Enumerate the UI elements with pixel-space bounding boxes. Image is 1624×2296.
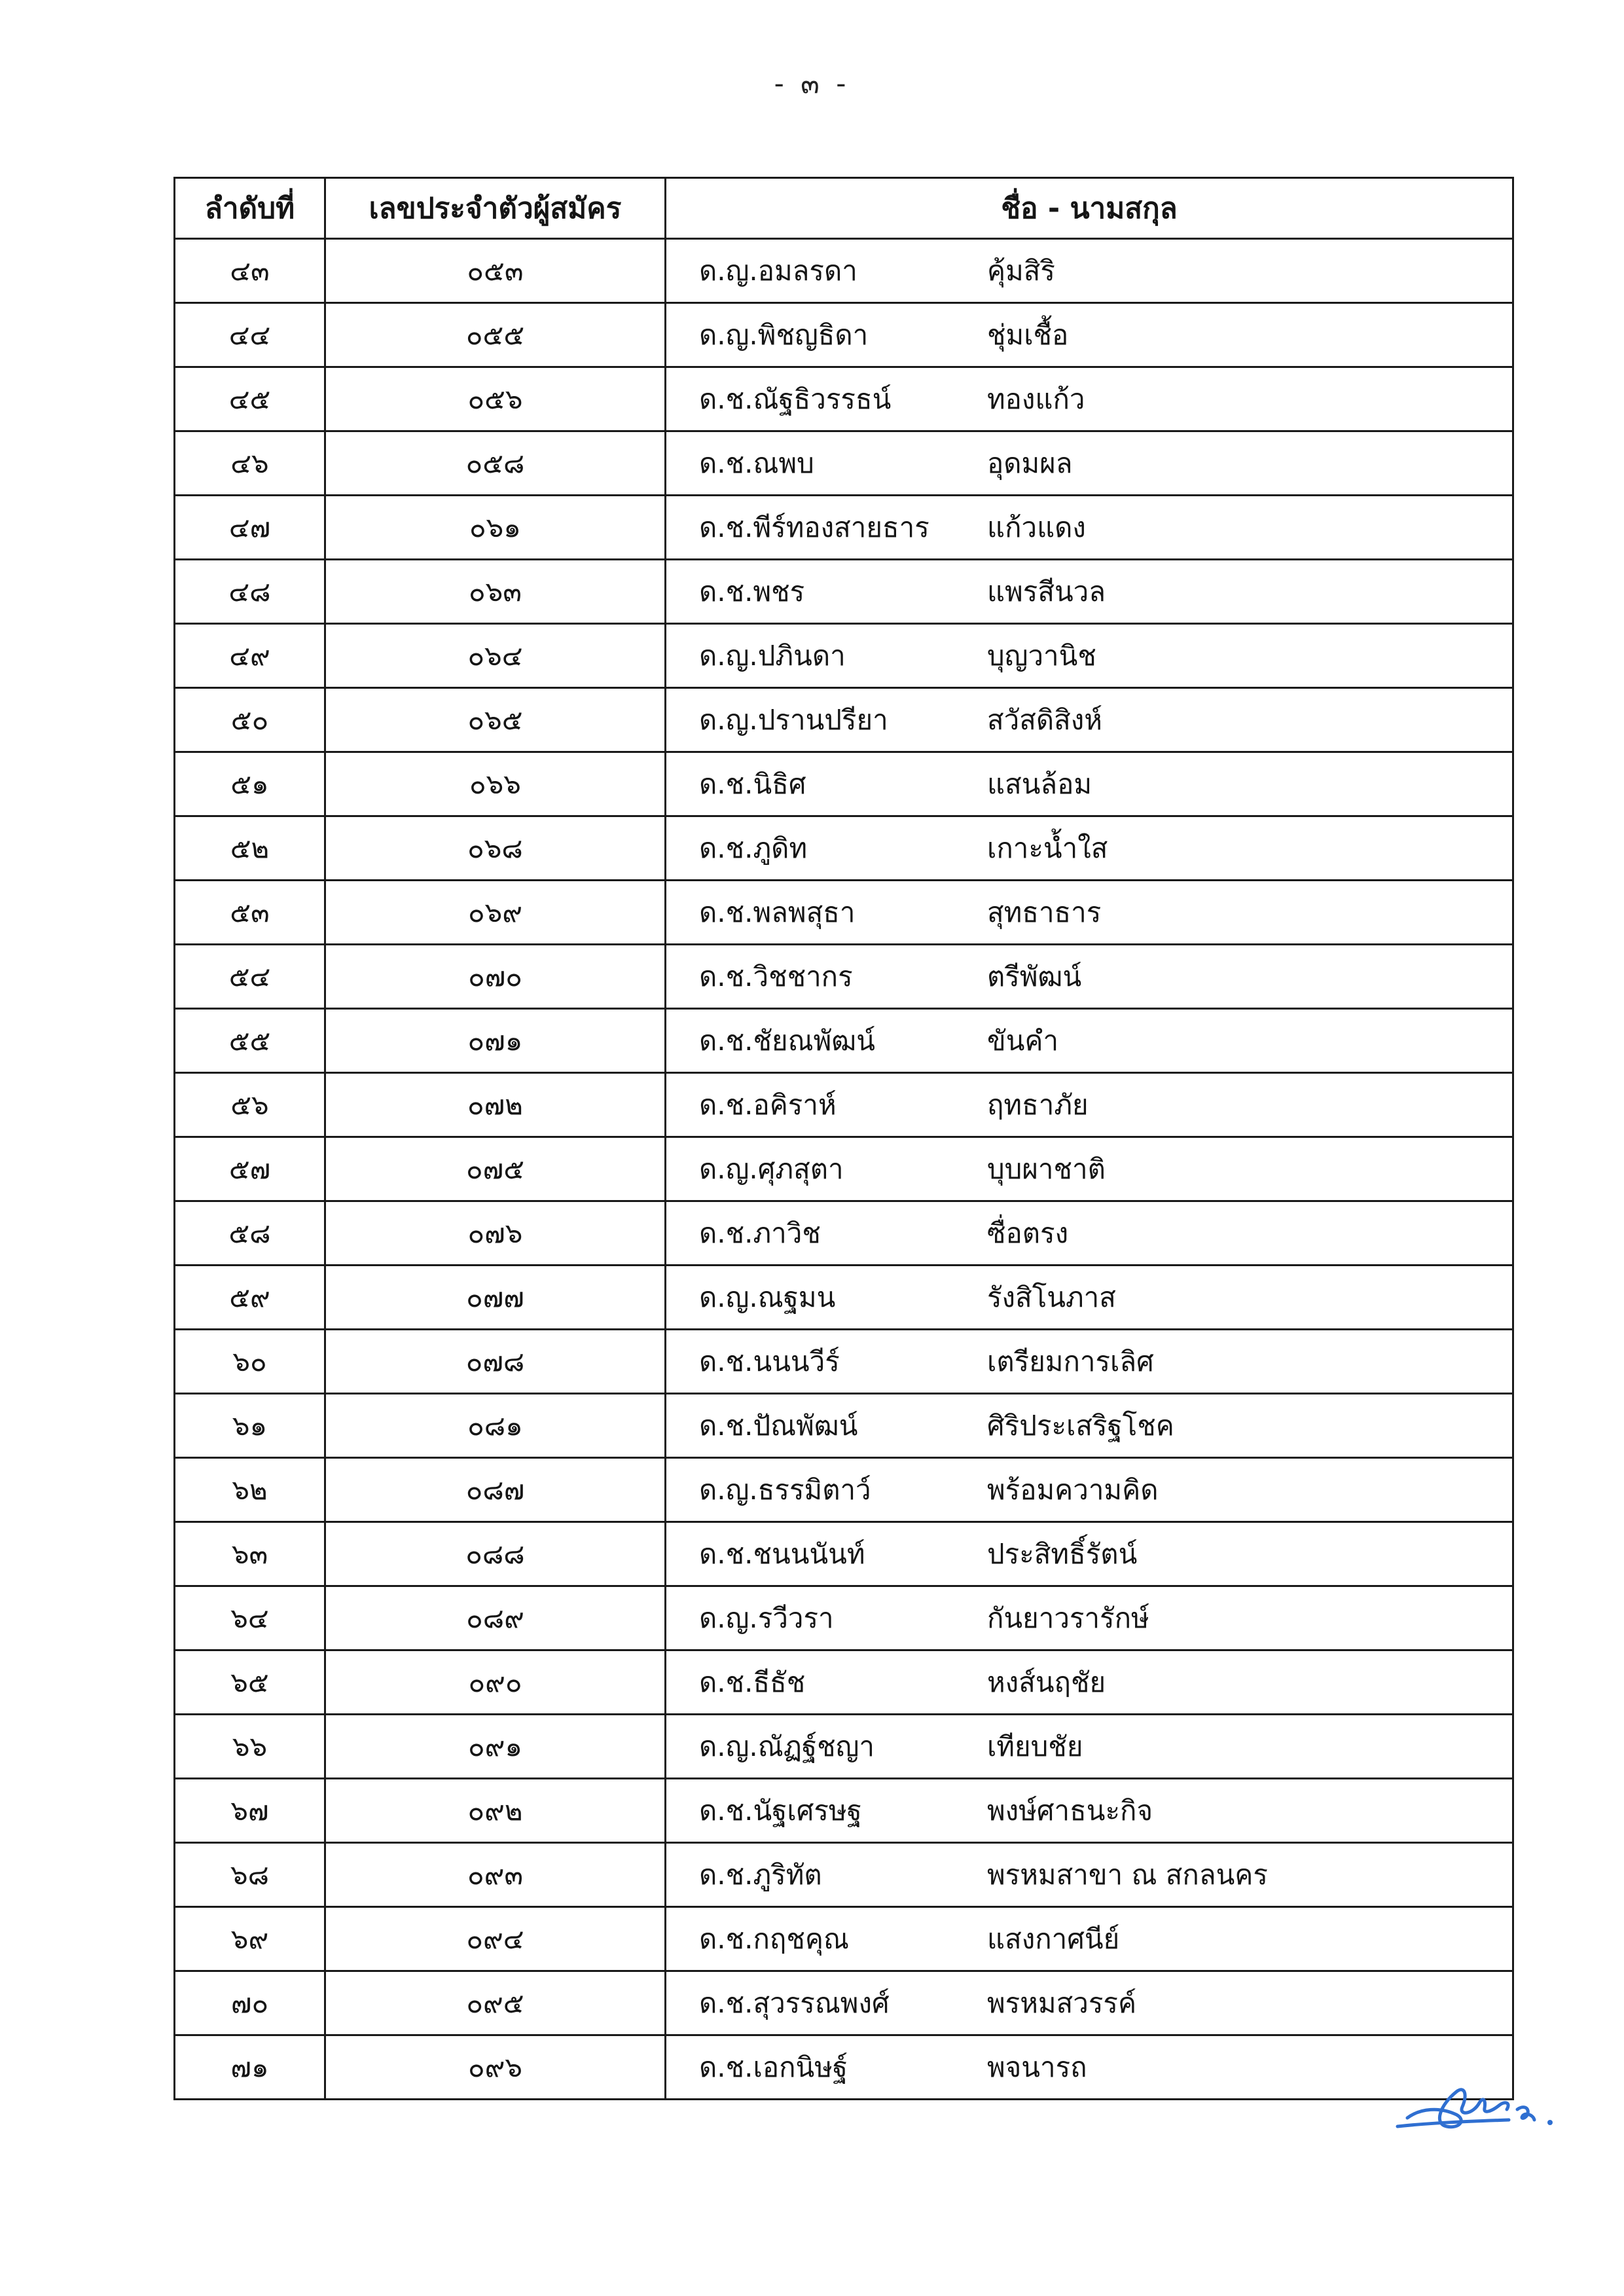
row-given-name: ด.ช.พชร <box>699 575 805 608</box>
table-row <box>175 239 1513 303</box>
row-surname: สวัสดิสิงห์ <box>987 703 1102 736</box>
row-applicant-id: ๐๙๒ <box>325 1779 666 1843</box>
row-surname: แสนล้อม <box>987 767 1092 800</box>
header-order: ลำดับที่ <box>175 178 325 239</box>
row-given-name: ด.ญ.ณฐมน <box>699 1281 836 1313</box>
row-given-name: ด.ญ.ปรานปรียา <box>699 703 888 736</box>
row-surname: ซื่อตรง <box>987 1216 1069 1249</box>
row-surname: รังสิโนภาส <box>987 1281 1116 1313</box>
row-applicant-id: ๐๖๙ <box>325 881 666 945</box>
row-full-name <box>666 1330 1513 1394</box>
row-full-name <box>666 239 1513 303</box>
row-full-name <box>666 1907 1513 1971</box>
row-surname: บุบผาชาติ <box>987 1152 1106 1185</box>
table-row <box>175 816 1513 881</box>
row-given-name: ด.ญ.พิชญธิดา <box>699 318 869 351</box>
table-row <box>175 431 1513 496</box>
row-order: ๕๐ <box>175 688 325 752</box>
row-full-name <box>666 496 1513 560</box>
row-order: ๔๓ <box>175 239 325 303</box>
row-given-name: ด.ช.อคิราห์ <box>699 1088 837 1121</box>
row-full-name <box>666 1843 1513 1907</box>
row-given-name: ด.ช.ชัยณพัฒน์ <box>699 1024 875 1057</box>
row-given-name: ด.ช.ภูริทัต <box>699 1858 822 1891</box>
row-full-name <box>666 1971 1513 2035</box>
row-surname: แพรสีนวล <box>987 575 1106 608</box>
row-given-name: ด.ช.นัฐเศรษฐ <box>699 1794 862 1827</box>
table-body <box>175 239 1513 2100</box>
row-applicant-id: ๐๕๕ <box>325 303 666 367</box>
row-applicant-id: ๐๖๕ <box>325 688 666 752</box>
row-surname: พรหมสวรรค์ <box>987 1986 1137 2019</box>
table-row <box>175 496 1513 560</box>
row-order: ๖๒ <box>175 1458 325 1522</box>
row-given-name: ด.ช.ณพบ <box>699 446 814 479</box>
row-surname: สุทธาธาร <box>987 896 1102 928</box>
row-full-name <box>666 1201 1513 1266</box>
table-row <box>175 1073 1513 1137</box>
row-full-name <box>666 945 1513 1009</box>
row-applicant-id: ๐๘๗ <box>325 1458 666 1522</box>
table-row <box>175 1650 1513 1715</box>
row-order: ๖๔ <box>175 1586 325 1650</box>
row-order: ๖๙ <box>175 1907 325 1971</box>
row-applicant-id: ๐๖๓ <box>325 560 666 624</box>
row-full-name <box>666 303 1513 367</box>
row-applicant-id: ๐๗๕ <box>325 1137 666 1201</box>
row-applicant-id: ๐๗๐ <box>325 945 666 1009</box>
row-surname: ทองแก้ว <box>987 382 1085 415</box>
row-applicant-id: ๐๙๖ <box>325 2035 666 2100</box>
row-surname: บุญวานิช <box>987 639 1096 672</box>
row-surname: คุ้มสิริ <box>987 254 1055 287</box>
signature-icon <box>1394 2069 1578 2141</box>
row-full-name <box>666 1650 1513 1715</box>
row-surname: ตรีพัฒน์ <box>987 960 1082 993</box>
row-full-name <box>666 560 1513 624</box>
row-surname: ชุ่มเชื้อ <box>987 318 1069 351</box>
row-full-name <box>666 367 1513 431</box>
row-applicant-id: ๐๙๔ <box>325 1907 666 1971</box>
row-applicant-id: ๐๕๘ <box>325 431 666 496</box>
table-row <box>175 945 1513 1009</box>
row-given-name: ด.ญ.ศุภสุตา <box>699 1152 844 1185</box>
row-order: ๖๗ <box>175 1779 325 1843</box>
row-full-name <box>666 881 1513 945</box>
row-applicant-id: ๐๖๘ <box>325 816 666 881</box>
table-row <box>175 752 1513 816</box>
row-surname: พงษ์ศาธนะกิจ <box>987 1794 1153 1827</box>
row-given-name: ด.ญ.รวีวรา <box>699 1601 834 1634</box>
row-surname: ฤทธาภัย <box>987 1088 1089 1121</box>
row-order: ๕๔ <box>175 945 325 1009</box>
row-given-name: ด.ช.พีร์ทองสายธาร <box>699 511 929 543</box>
table-row <box>175 303 1513 367</box>
row-order: ๕๓ <box>175 881 325 945</box>
row-applicant-id: ๐๗๖ <box>325 1201 666 1266</box>
row-applicant-id: ๐๕๓ <box>325 239 666 303</box>
row-order: ๖๐ <box>175 1330 325 1394</box>
row-order: ๖๕ <box>175 1650 325 1715</box>
row-surname: หงส์นฤชัย <box>987 1666 1106 1698</box>
row-full-name <box>666 624 1513 688</box>
row-order: ๕๑ <box>175 752 325 816</box>
row-applicant-id: ๐๘๙ <box>325 1586 666 1650</box>
table-row <box>175 1330 1513 1394</box>
row-given-name: ด.ช.สุวรรณพงศ์ <box>699 1986 890 2019</box>
row-given-name: ด.ช.ณัฐธิวรรธน์ <box>699 382 892 415</box>
table-row <box>175 367 1513 431</box>
row-given-name: ด.ช.ธีธัช <box>699 1666 806 1698</box>
row-surname: เทียบชัย <box>987 1730 1083 1762</box>
row-given-name: ด.ช.กฤชคุณ <box>699 1922 849 1955</box>
row-applicant-id: ๐๕๖ <box>325 367 666 431</box>
row-full-name <box>666 1394 1513 1458</box>
row-applicant-id: ๐๗๑ <box>325 1009 666 1073</box>
row-given-name: ด.ช.ปัณพัฒน์ <box>699 1409 858 1442</box>
applicant-roster-table <box>173 177 1514 2100</box>
table-row <box>175 688 1513 752</box>
row-order: ๔๗ <box>175 496 325 560</box>
row-full-name <box>666 1266 1513 1330</box>
row-given-name: ด.ช.ภูดิท <box>699 831 808 864</box>
row-given-name: ด.ช.พลพสุธา <box>699 896 856 928</box>
row-surname: แสงกาศนีย์ <box>987 1922 1120 1955</box>
row-applicant-id: ๐๖๑ <box>325 496 666 560</box>
row-surname: กันยาวรารักษ์ <box>987 1601 1149 1634</box>
table-row <box>175 1394 1513 1458</box>
row-surname: แก้วแดง <box>987 511 1086 543</box>
row-order: ๕๒ <box>175 816 325 881</box>
row-order: ๕๘ <box>175 1201 325 1266</box>
table-header-row <box>175 178 1513 239</box>
table-row <box>175 881 1513 945</box>
row-full-name <box>666 431 1513 496</box>
row-applicant-id: ๐๘๘ <box>325 1522 666 1586</box>
row-applicant-id: ๐๗๘ <box>325 1330 666 1394</box>
row-full-name <box>666 1779 1513 1843</box>
row-full-name <box>666 2035 1513 2100</box>
row-order: ๖๘ <box>175 1843 325 1907</box>
row-order: ๗๑ <box>175 2035 325 2100</box>
table-row <box>175 1009 1513 1073</box>
row-order: ๔๕ <box>175 367 325 431</box>
row-applicant-id: ๐๙๑ <box>325 1715 666 1779</box>
row-order: ๗๐ <box>175 1971 325 2035</box>
page-number: - ๓ - <box>774 67 850 100</box>
row-surname: เกาะน้ำใส <box>987 831 1108 864</box>
row-given-name: ด.ช.วิชชากร <box>699 960 853 993</box>
row-given-name: ด.ช.นิธิศ <box>699 767 806 800</box>
row-full-name <box>666 752 1513 816</box>
row-surname: เตรียมการเลิศ <box>987 1345 1154 1377</box>
row-applicant-id: ๐๘๑ <box>325 1394 666 1458</box>
row-full-name <box>666 1522 1513 1586</box>
row-given-name: ด.ญ.ณัฏฐ์ชญา <box>699 1730 875 1762</box>
row-order: ๖๑ <box>175 1394 325 1458</box>
row-full-name <box>666 816 1513 881</box>
row-given-name: ด.ช.นนนวีร์ <box>699 1345 840 1377</box>
row-order: ๖๖ <box>175 1715 325 1779</box>
row-surname: อุดมผล <box>987 446 1073 479</box>
row-order: ๔๖ <box>175 431 325 496</box>
row-applicant-id: ๐๖๖ <box>325 752 666 816</box>
row-order: ๖๓ <box>175 1522 325 1586</box>
table-row <box>175 1137 1513 1201</box>
row-given-name: ด.ช.เอกนิษฐ์ <box>699 2050 848 2083</box>
row-order: ๔๔ <box>175 303 325 367</box>
row-order: ๕๖ <box>175 1073 325 1137</box>
row-given-name: ด.ช.ชนนนันท์ <box>699 1537 865 1570</box>
row-full-name <box>666 1586 1513 1650</box>
row-full-name <box>666 688 1513 752</box>
row-surname: ประสิทธิ์รัตน์ <box>987 1537 1138 1570</box>
row-surname: พรหมสาขา ณ สกลนคร <box>987 1858 1268 1891</box>
table-row <box>175 624 1513 688</box>
row-full-name <box>666 1073 1513 1137</box>
row-applicant-id: ๐๙๕ <box>325 1971 666 2035</box>
row-applicant-id: ๐๙๓ <box>325 1843 666 1907</box>
row-full-name <box>666 1009 1513 1073</box>
row-surname: พร้อมความคิด <box>987 1473 1159 1506</box>
row-given-name: ด.ช.ภาวิช <box>699 1216 821 1249</box>
table-row <box>175 1586 1513 1650</box>
row-order: ๔๘ <box>175 560 325 624</box>
table-row <box>175 1522 1513 1586</box>
row-surname: พจนารถ <box>987 2050 1087 2083</box>
row-applicant-id: ๐๖๔ <box>325 624 666 688</box>
table-row <box>175 1843 1513 1907</box>
row-applicant-id: ๐๗๒ <box>325 1073 666 1137</box>
table-row <box>175 2035 1513 2100</box>
table-row <box>175 1971 1513 2035</box>
row-applicant-id: ๐๙๐ <box>325 1650 666 1715</box>
table-row <box>175 560 1513 624</box>
table-row <box>175 1907 1513 1971</box>
row-order: ๕๙ <box>175 1266 325 1330</box>
row-surname: ขันคำ <box>987 1024 1059 1057</box>
row-full-name <box>666 1715 1513 1779</box>
table-row <box>175 1201 1513 1266</box>
table-row <box>175 1715 1513 1779</box>
row-given-name: ด.ญ.อมลรดา <box>699 254 857 287</box>
row-order: ๕๕ <box>175 1009 325 1073</box>
table-row <box>175 1458 1513 1522</box>
row-order: ๕๗ <box>175 1137 325 1201</box>
row-applicant-id: ๐๗๗ <box>325 1266 666 1330</box>
header-applicant-id: เลขประจำตัวผู้สมัคร <box>325 178 666 239</box>
row-full-name <box>666 1458 1513 1522</box>
table-row <box>175 1266 1513 1330</box>
row-order: ๔๙ <box>175 624 325 688</box>
row-given-name: ด.ญ.ปภินดา <box>699 639 846 672</box>
row-surname: ศิริประเสริฐโชค <box>987 1409 1174 1442</box>
row-given-name: ด.ญ.ธรรมิตาว์ <box>699 1473 871 1506</box>
header-full-name: ชื่อ - นามสกุล <box>666 178 1513 239</box>
table-row <box>175 1779 1513 1843</box>
row-full-name <box>666 1137 1513 1201</box>
